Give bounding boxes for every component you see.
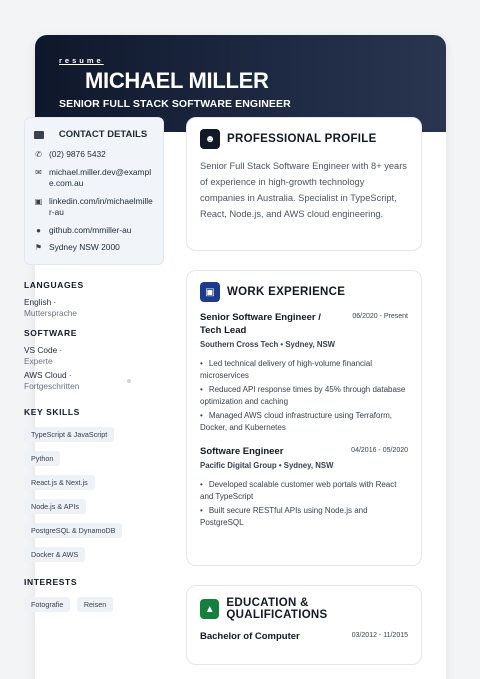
degree-title: Bachelor of Computer: [200, 631, 300, 642]
interest-chip: Fotografie: [24, 597, 70, 612]
skills-title: KEY SKILLS: [24, 406, 80, 417]
job-entry: [200, 311, 408, 433]
interests-section: [24, 577, 164, 618]
contact-card-icon: [34, 131, 44, 139]
experience-card: [186, 270, 422, 566]
job-title: Software Engineer: [200, 446, 284, 457]
profile-summary: Senior Full Stack Software Engineer with 8+ years of experience in high-growth technology companies in Australia. Specialist in TypeScript, React, Node.js, and AWS cloud engineering.: [200, 161, 407, 219]
profile-card: [186, 117, 422, 251]
location-icon: ⚑: [34, 243, 43, 252]
resume-tag: resume: [59, 56, 104, 65]
skill-chip: Docker & AWS: [24, 547, 85, 562]
job-bullet: • Led technical delivery of high-volume financial microservices: [200, 358, 408, 381]
skill-chip: Node.js & APIs: [24, 499, 86, 514]
user-icon: ☻: [200, 129, 220, 149]
contact-card: [24, 117, 164, 265]
education-card: [186, 585, 422, 665]
briefcase-icon: ▣: [200, 282, 220, 302]
right-column: [186, 117, 422, 679]
interest-chip: Reisen: [77, 597, 113, 612]
skill-chip: Python: [24, 451, 60, 466]
contact-linkedin[interactable]: ▣ linkedin.com/in/michaelmiller-au: [34, 195, 153, 217]
job-org: Pacific Digital Group • Sydney, NSW: [200, 461, 334, 470]
job-dates: 06/2020 - Present: [352, 313, 408, 320]
software-section: [24, 328, 164, 392]
contact-phone[interactable]: ✆ (02) 9876 5432: [35, 149, 106, 159]
job-org: Southern Cross Tech • Sydney, NSW: [200, 340, 336, 349]
mail-icon: ✉: [35, 167, 42, 177]
interests-title: INTERESTS: [24, 576, 78, 587]
level-dot: [127, 379, 131, 383]
left-column: [24, 117, 164, 618]
education-dates: 03/2012 - 11/2015: [351, 632, 408, 639]
contact-location: ⚑ Sydney NSW 2000: [34, 242, 120, 252]
skill-chip: TypeScript & JavaScript: [24, 427, 114, 442]
candidate-name: MICHAEL MILLER: [85, 68, 269, 93]
job-bullet: • Managed AWS cloud infrastructure using Terraform, Docker, and Kubernetes: [200, 410, 408, 433]
skill-chip: React.js & Next.js: [24, 475, 95, 490]
job-bullet: • Reduced API response times by 45% through database optimization and caching: [200, 384, 408, 407]
software-item: AWS Cloud · Fortgeschritten: [24, 370, 164, 392]
experience-title: WORK EXPERIENCE: [227, 286, 346, 298]
job-dates: 04/2016 - 05/2020: [351, 447, 408, 454]
job-bullet: • Developed scalable customer web portals with React and TypeScript: [200, 479, 408, 502]
job-bullet: • Built secure RESTful APIs using Node.js and PostgreSQL: [200, 505, 408, 528]
contact-email[interactable]: ✉ michael.miller.dev@example.com.au: [35, 166, 152, 188]
languages-section: [24, 280, 164, 319]
software-item: VS Code · Experte: [24, 344, 63, 366]
profile-title: PROFESSIONAL PROFILE: [227, 133, 377, 145]
education-title: EDUCATION & QUALIFICATIONS: [226, 597, 328, 621]
linkedin-icon: ▣: [34, 196, 43, 206]
globe-icon: ●: [36, 225, 41, 235]
graduation-cap-icon: ▲: [200, 599, 219, 619]
skill-chip: PostgreSQL & DynamoDB: [24, 523, 122, 538]
languages-title: LANGUAGES: [24, 279, 84, 290]
contact-github[interactable]: ● github.com/mmiller-au: [34, 225, 154, 237]
skills-section: [24, 407, 164, 568]
software-title: SOFTWARE: [24, 327, 77, 338]
job-title: Senior Software Engineer / Tech Lead: [200, 312, 321, 336]
job-entry: [200, 445, 408, 528]
language-item: English · Muttersprache: [24, 296, 78, 318]
candidate-role: SENIOR FULL STACK SOFTWARE ENGINEER: [59, 98, 291, 110]
phone-icon: ✆: [35, 150, 42, 159]
contact-title: CONTACT DETAILS: [58, 129, 148, 140]
